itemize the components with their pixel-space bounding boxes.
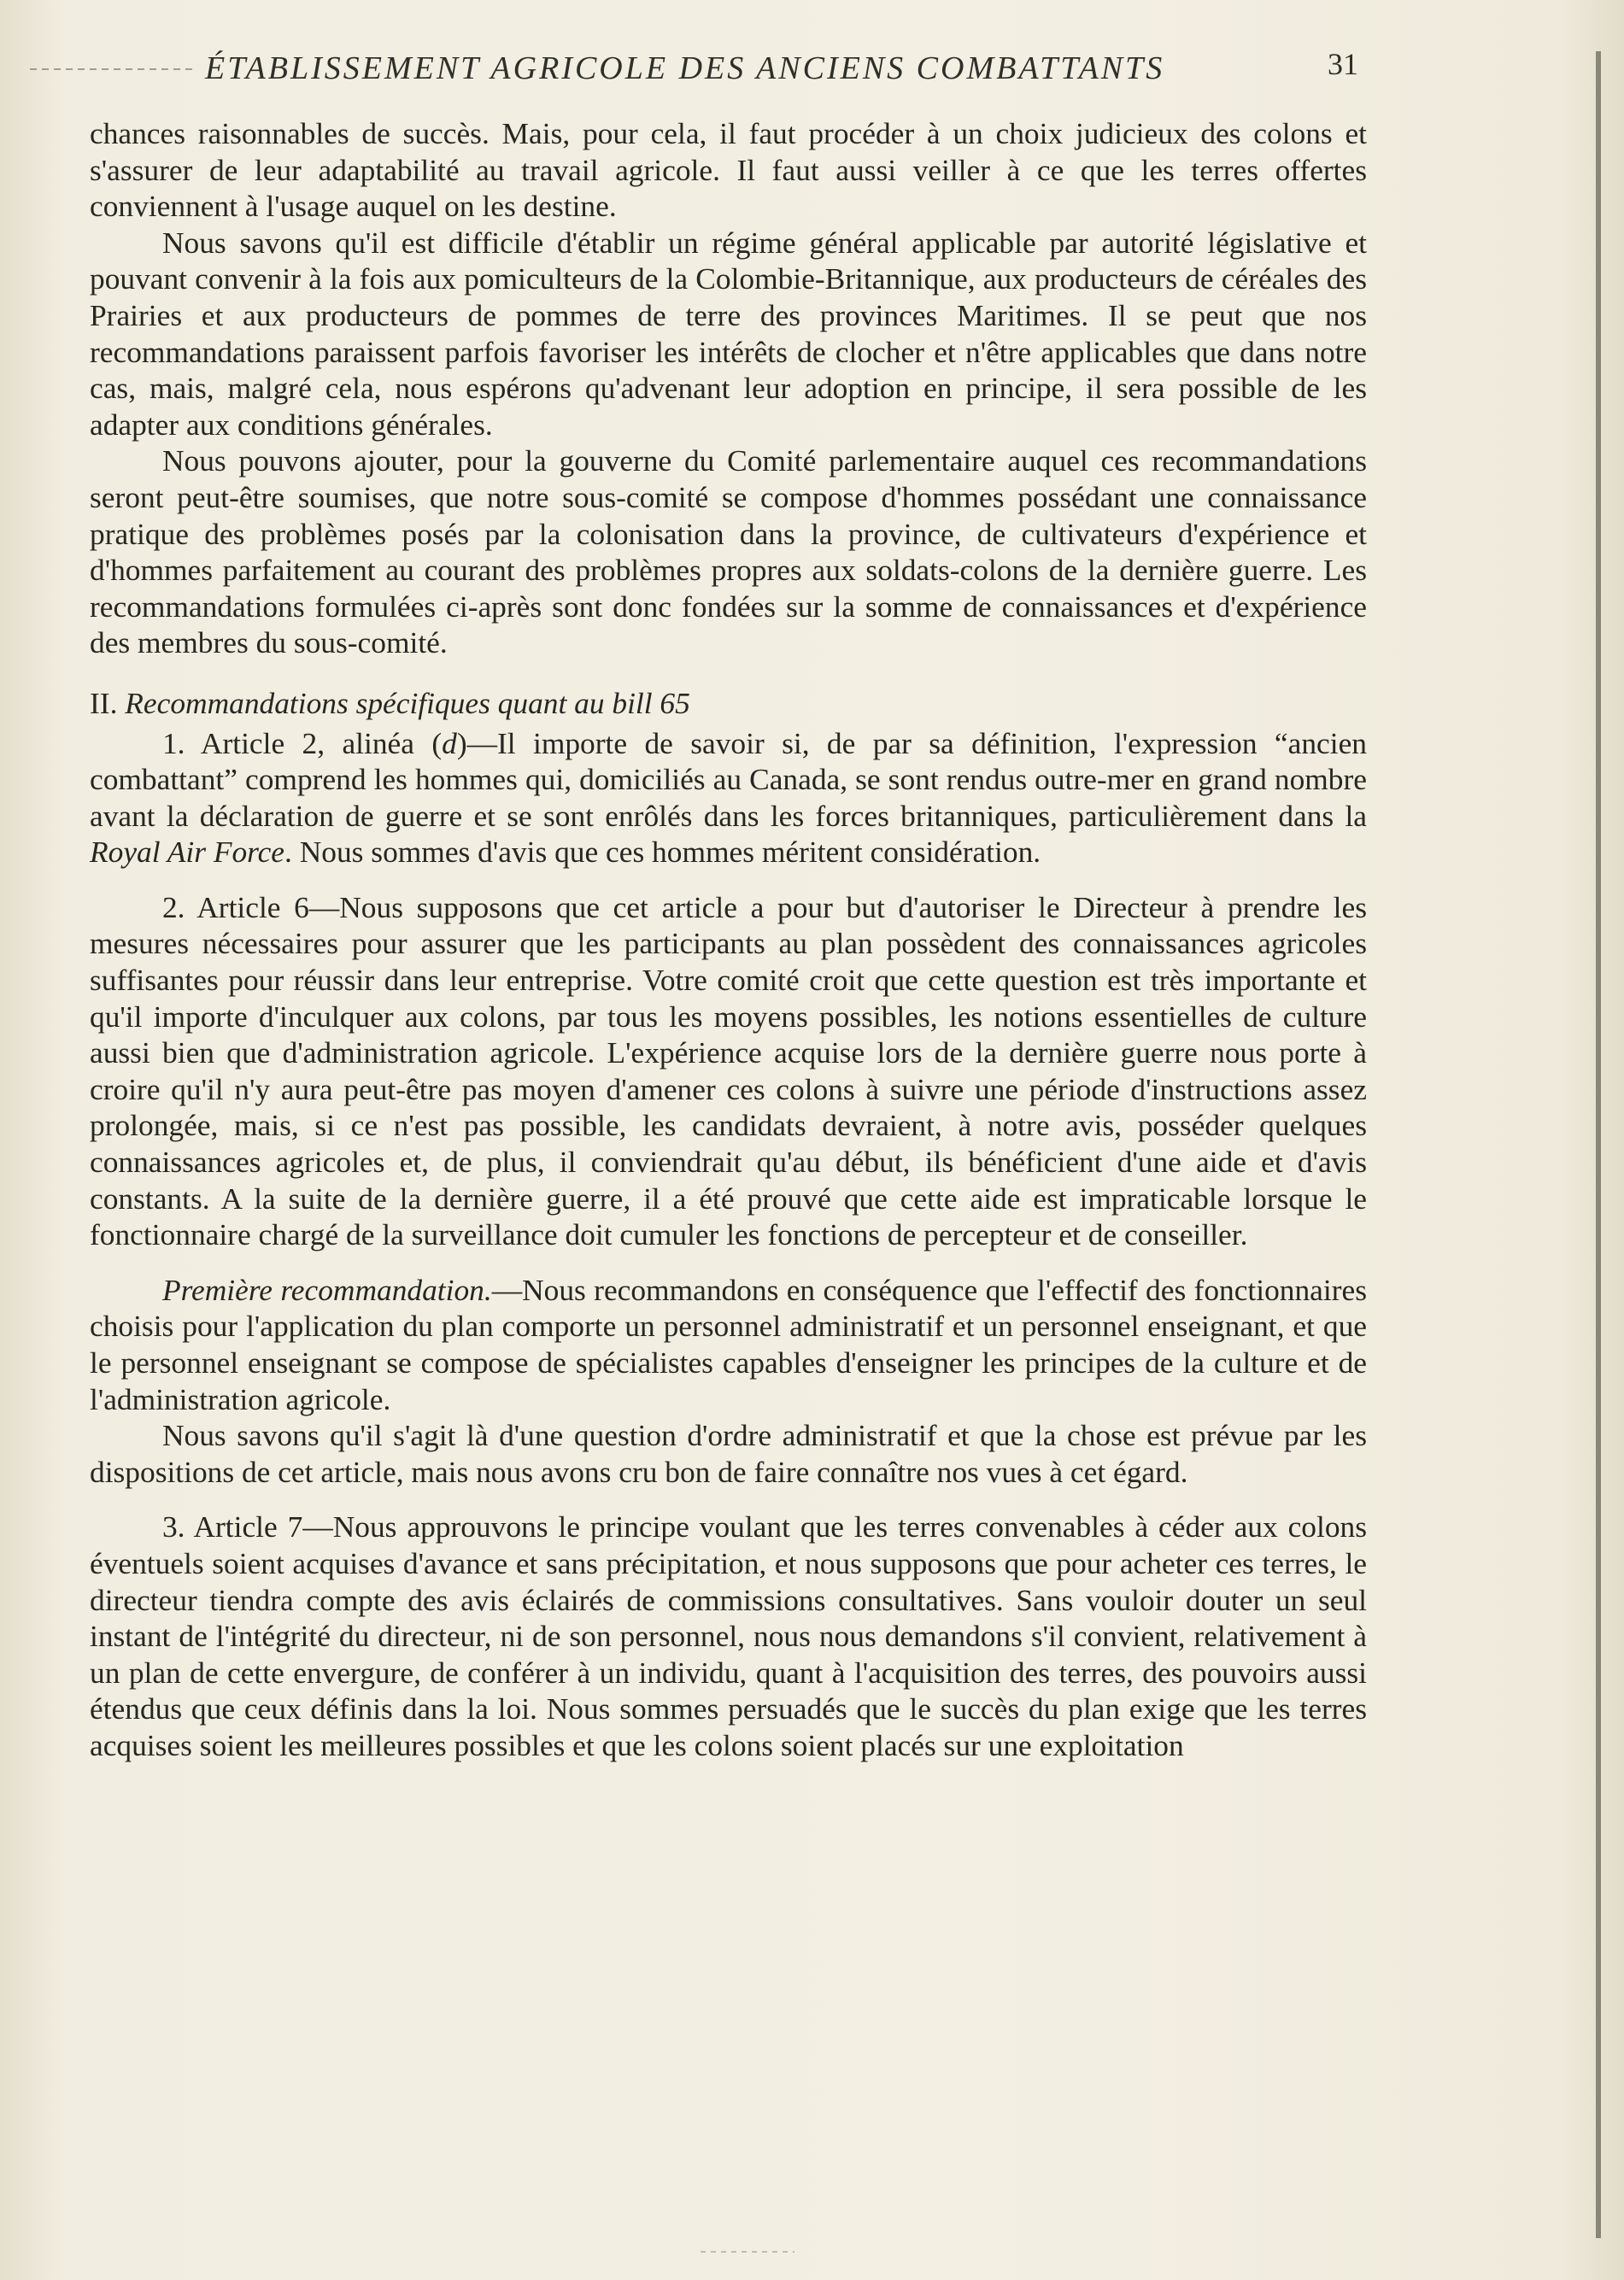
recommendation-note: Nous savons qu'il s'agit là d'une question d'ordre administratif et que la chose est prévue par les dispositions de cet article, mais nous avons cru bon de faire connaître nos vues à cet égard.: [90, 1418, 1367, 1489]
running-title: ÉTABLISSEMENT AGRICOLE DES ANCIENS COMBATTANTS: [205, 50, 1165, 86]
item1-tail: . Nous sommes d'avis que ces hommes méritent considération.: [284, 835, 1041, 870]
item1-lead: 1. Article 2, alinéa (: [161, 725, 443, 760]
item1-letter: d: [442, 725, 457, 760]
footer-mark: [701, 2251, 794, 2253]
section-number: II.: [90, 685, 118, 720]
paragraph-continuation: chances raisonnables de succès. Mais, pour cela, il faut procéder à un choix judicieux des colons et s'assurer de leur adaptabilité au travail agricole. Il faut aussi veiller à ce que les terres offertes conviennent à l'usage auquel on les destine.: [90, 116, 1367, 224]
page-edge-shadow: [1596, 51, 1601, 2238]
item1-force-name: Royal Air Force: [90, 835, 285, 870]
paragraph-regime: Nous savons qu'il est difficile d'établir un régime général applicable par autorité législative et pouvant convenir à la fois aux pomiculteurs de la Colombie-Britannique, aux producteurs de céréales des Prairies et aux producteurs de pommes de terre des provinces Maritimes. Il se peut que nos recommandations paraissent parfois favoriser les intérêts de clocher et n'être applicables que dans notre cas, mais, malgré cela, nous espérons qu'advenant leur adoption en principe, il sera possible de les adapter aux conditions générales.: [90, 225, 1367, 442]
recommendation-text: —Nous recommandons en conséquence que l'effectif des fonctionnaires choisis pour l'application du plan comporte un personnel administratif et un personnel enseignant, et que le personnel enseignant se compose de spécialistes capables d'enseigner les principes de la culture et de l'administration agricole.: [90, 1272, 1367, 1416]
recommendation-label: Première recommandation.: [161, 1272, 492, 1307]
item-article-2: [90, 725, 1367, 870]
item-article-6: 2. Article 6—Nous supposons que cet article a pour but d'autoriser le Directeur à prendre les mesures nécessaires pour assurer que les participants au plan possèdent des connaissances agricoles suffisantes pour réussir dans leur entreprise. Votre comité croit que cette question est très importante et qu'il importe d'inculquer aux colons, par tous les moyens possibles, les notions essentielles de culture aussi bien que d'administration agricole. L'expérience acquise lors de la dernière guerre nous porte à croire qu'il n'y aura peut-être pas moyen d'amener ces colons à suivre une période d'instructions assez prolongée, mais, si ce n'est pas possible, les candidats devraient, à notre avis, posséder quelques connaissances agricoles et, de plus, il conviendrait qu'au début, ils bénéficient d'une aide et d'avis constants. A la suite de la dernière guerre, il a été prouvé que cette aide est impraticable lorsque le fonctionnaire chargé de la surveillance doit cumuler les fonctions de percepteur et de conseiller.: [90, 889, 1367, 1252]
item1-body: )—Il importe de savoir si, de par sa définition, l'expression “ancien combattant” comprend les hommes qui, domiciliés au Canada, se sont rendus outre-mer en grand nombre avant la déclaration de guerre et se sont enrôlés dans les forces britanniques, particulièrement dans la: [90, 725, 1367, 833]
page-number: 31: [1328, 47, 1358, 81]
section-heading: [90, 685, 1367, 722]
body-text: [90, 115, 1367, 1764]
running-header: [85, 43, 1358, 94]
first-recommendation: [90, 1272, 1367, 1417]
section-title: Recommandations spécifiques quant au bill 65: [125, 685, 690, 720]
item-article-7: 3. Article 7—Nous approuvons le principe voulant que les terres convenables à céder aux colons éventuels soient acquises d'avance et sans précipitation, et nous supposons que pour acheter ces terres, le directeur tiendra compte des avis éclairés de commissions consultatives. Sans vouloir douter un seul instant de l'intégrité du directeur, ni de son personnel, nous nous demandons s'il convient, relativement à un plan de cette envergure, de conférer à un individu, quant à l'acquisition des terres, des pouvoirs aussi étendus que ceux définis dans la loi. Nous sommes persuadés que le succès du plan exige que les terres acquises soient les meilleures possibles et que les colons soient placés sur une exploitation: [90, 1509, 1367, 1762]
paragraph-committee: Nous pouvons ajouter, pour la gouverne du Comité parlementaire auquel ces recommandations seront peut-être soumises, que notre sous-comité se compose d'hommes possédant une connaissance pratique des problèmes posés par la colonisation dans la province, de cultivateurs d'expérience et d'hommes parfaitement au courant des problèmes propres aux soldats-colons de la dernière guerre. Les recommandations formulées ci-après sont donc fondées sur la somme de connaissances et d'expérience des membres du sous-comité.: [90, 443, 1367, 660]
